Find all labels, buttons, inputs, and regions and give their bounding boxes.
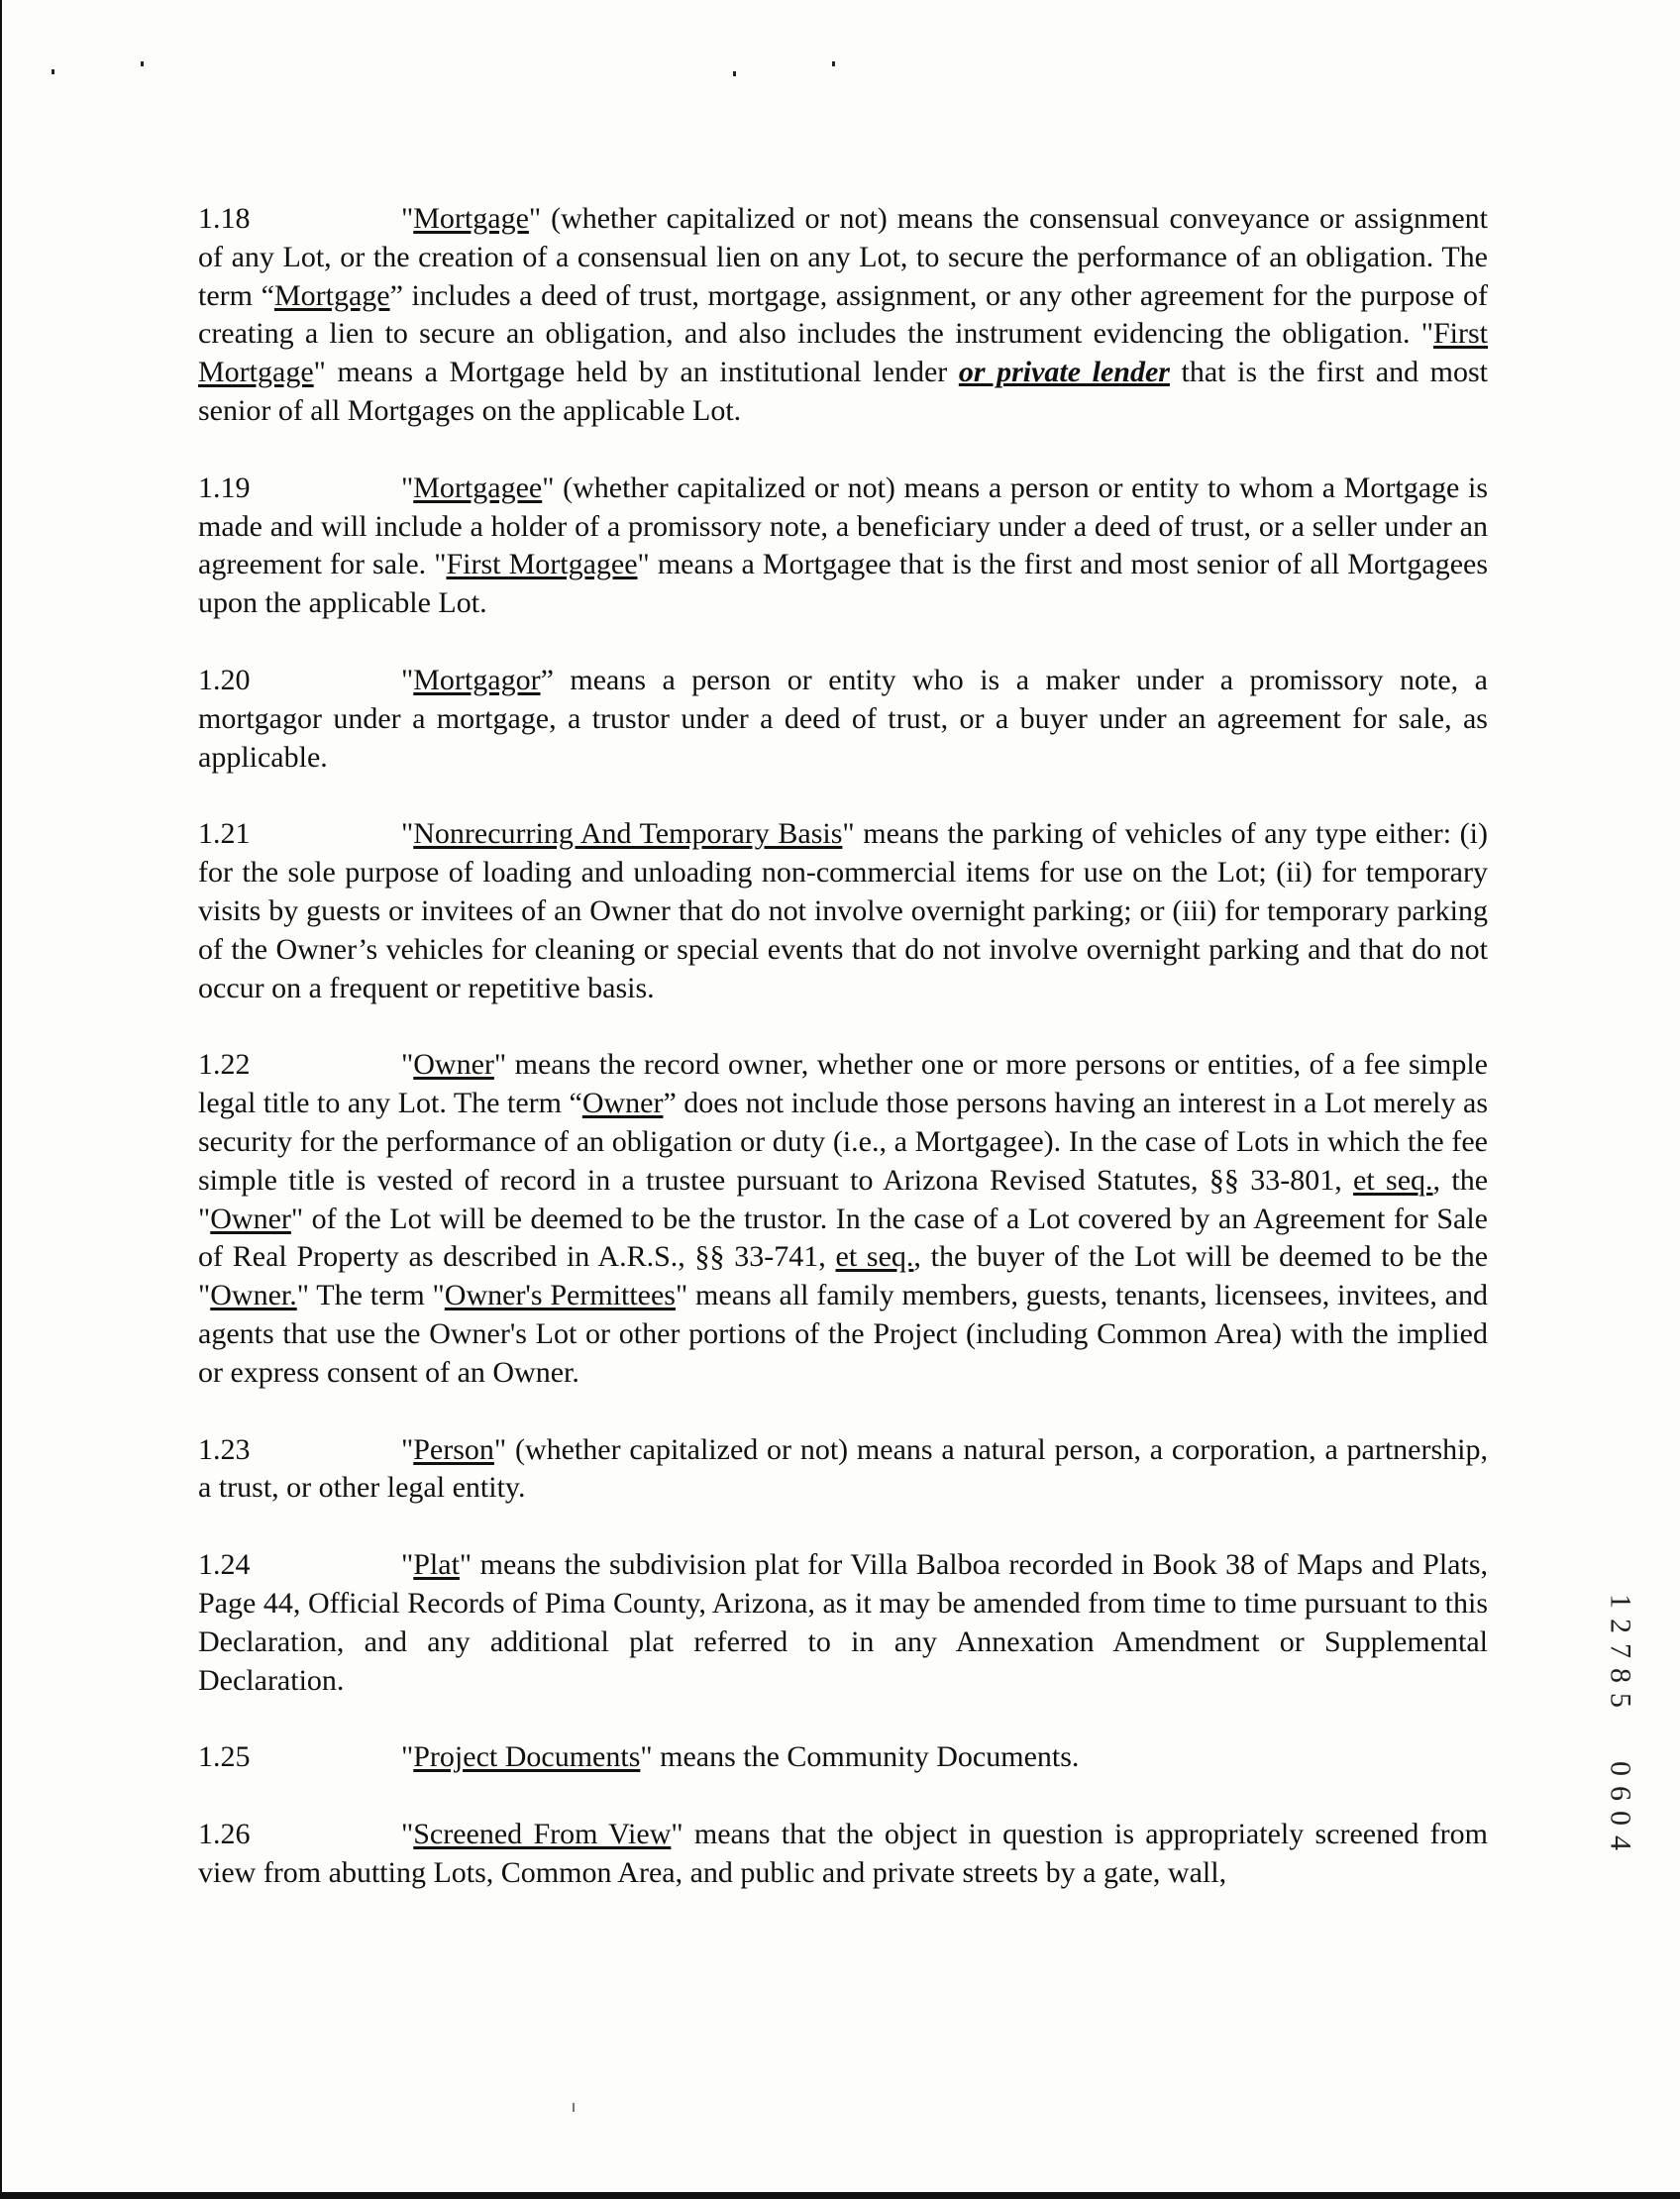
section-number: 1.20 bbox=[198, 663, 251, 696]
definition-text: " means all family members, guests, tenants, licensees, invitees, and agents that use the Owner's Lot or other portions of the Project (including Common Area) with the implied or express consent of an Owner. bbox=[198, 1279, 1488, 1389]
definition-text: " bbox=[401, 202, 414, 235]
defined-term: First Mortgage bbox=[198, 317, 1488, 389]
defined-term: Owner bbox=[581, 1087, 664, 1120]
defined-term: Plat bbox=[413, 1548, 460, 1582]
definition-text: ” includes a deed of trust, mortgage, assignment, or any other agreement for the purpose of creating a lien to secure an obligation, and also includes the instrument evidencing the obligation. " bbox=[198, 278, 1488, 351]
section-number: 1.18 bbox=[198, 202, 251, 235]
definition-text: " means that the object in question is appropriately screened from view from abutting Lots, Common Area, and public and private streets by a gate, wall, bbox=[198, 1818, 1488, 1889]
definition-text: " bbox=[401, 1048, 414, 1082]
margin-record-number bbox=[1605, 1589, 1640, 1855]
scan-speck bbox=[832, 61, 835, 66]
emphasized-text: or private lender bbox=[958, 356, 1170, 389]
definition-text: " means the parking of vehicles of any type either: (i) for the sole purpose of loading and unloading non-commercial items for use on the Lot; (ii) for temporary visits by guests or invitees of an Owner that do not involve overnight parking; or (iii) for temporary parking of the Owner’s vehicles for cleaning or special events that do not involve overnight parking and that do not occur on a frequent or repetitive basis. bbox=[198, 817, 1488, 1004]
definition-section bbox=[198, 662, 1488, 777]
page-number-glyphs: 0 6 0 4 bbox=[1604, 1761, 1637, 1850]
scan-speck bbox=[52, 69, 54, 74]
definition-text: " bbox=[401, 471, 414, 504]
definition-text: " of the Lot will be deemed to be the trustor. In the case of a Lot covered by an Agreement for Sale of Real Property as described in A.R.S., §§ 33-741, bbox=[198, 1202, 1488, 1274]
scan-speck bbox=[573, 2103, 575, 2112]
scan-left-edge bbox=[0, 0, 2, 2199]
defined-term: Screened From View bbox=[413, 1818, 672, 1851]
definition-text: " bbox=[401, 1818, 414, 1851]
definition-section bbox=[198, 1546, 1488, 1700]
section-number: 1.25 bbox=[198, 1740, 251, 1774]
definition-text: " means a Mortgage held by an institutional lender bbox=[313, 356, 959, 389]
section-number: 1.21 bbox=[198, 817, 251, 851]
defined-term: First Mortgagee bbox=[446, 548, 638, 581]
defined-term: et seq. bbox=[835, 1240, 914, 1274]
defined-term: Mortgagor bbox=[413, 663, 541, 696]
defined-term: Nonrecurring And Temporary Basis bbox=[413, 817, 843, 851]
section-number: 1.23 bbox=[198, 1432, 251, 1466]
definition-section bbox=[198, 470, 1488, 623]
definition-text: " means a Mortgagee that is the first and most senior of all Mortgagees upon the applicable Lot. bbox=[198, 548, 1488, 620]
definition-text: ” means a person or entity who is a maker under a promissory note, a mortgagor under a mortgage, a trustor under a deed of trust, or a buyer under an agreement for sale, as applicable. bbox=[198, 663, 1488, 774]
section-number: 1.26 bbox=[198, 1818, 251, 1851]
defined-term: Owner's Permittees bbox=[444, 1279, 676, 1312]
defined-term: Owner bbox=[413, 1048, 494, 1082]
section-number: 1.22 bbox=[198, 1048, 251, 1082]
definitions-body bbox=[198, 200, 1488, 1932]
definition-text: , the " bbox=[198, 1163, 1489, 1235]
definition-text: ” does not include those persons having an interest in a Lot merely as security for the performance of an obligation or duty (i.e., a Mortgagee). In the case of Lots in which the fee simple title is vested of record in a trustee pursuant to Arizona Revised Statutes, §§ 33-801, bbox=[198, 1087, 1489, 1197]
definition-text: " bbox=[401, 663, 414, 696]
definition-text: " bbox=[401, 1740, 414, 1774]
defined-term: Mortgage bbox=[273, 278, 390, 312]
definition-text: " means the record owner, whether one or more persons or entities, of a fee simple legal title to any Lot. The term “ bbox=[198, 1048, 1488, 1120]
definition-section bbox=[198, 200, 1488, 431]
definition-section bbox=[198, 815, 1488, 1007]
defined-term: Person bbox=[413, 1432, 494, 1466]
definition-text: " bbox=[401, 817, 414, 851]
definition-section bbox=[198, 1046, 1488, 1392]
docket-number-glyphs: 1 2 7 8 5 bbox=[1604, 1594, 1637, 1708]
scan-bottom-edge bbox=[0, 2192, 1680, 2199]
definition-text: " (whether capitalized or not) means a natural person, a corporation, a partnership, a trust, or other legal entity. bbox=[198, 1432, 1488, 1505]
scan-speck bbox=[733, 71, 736, 76]
defined-term: Mortgagee bbox=[413, 471, 543, 504]
definition-text: " means the Community Documents. bbox=[640, 1740, 1080, 1774]
definition-text: " bbox=[401, 1548, 414, 1582]
definition-text: " The term " bbox=[296, 1279, 445, 1312]
scan-speck bbox=[141, 61, 144, 66]
defined-term: Mortgage bbox=[413, 202, 529, 235]
record-number-gap bbox=[1601, 1717, 1644, 1752]
definition-text: that is the first and most senior of all Mortgages on the applicable Lot. bbox=[198, 356, 1489, 427]
definition-text: " bbox=[401, 1432, 414, 1466]
defined-term: et seq. bbox=[1353, 1163, 1433, 1197]
definition-section bbox=[198, 1738, 1488, 1777]
section-number: 1.24 bbox=[198, 1548, 251, 1582]
definition-text: " (whether capitalized or not) means the consensual conveyance or assignment of any Lot, or the creation of a consensual lien on any Lot, to secure the performance of an obligation. The term “ bbox=[198, 202, 1488, 312]
section-number: 1.19 bbox=[198, 471, 251, 504]
defined-term: Project Documents bbox=[413, 1740, 641, 1774]
definition-text: " (whether capitalized or not) means a person or entity to whom a Mortgage is made and will include a holder of a promissory note, a beneficiary under a deed of trust, or a seller under an agreement for sale. " bbox=[198, 471, 1488, 581]
definition-section bbox=[198, 1431, 1488, 1509]
defined-term: Owner bbox=[210, 1202, 291, 1235]
definition-text: , the buyer of the Lot will be deemed to be the " bbox=[198, 1240, 1489, 1312]
definition-section bbox=[198, 1816, 1488, 1893]
defined-term: Owner. bbox=[210, 1279, 297, 1312]
definition-text: " means the subdivision plat for Villa Balboa recorded in Book 38 of Maps and Plats, Page 44, Official Records of Pima County, Arizona, as it may be amended from time to time pursuant to this Declaration, and any additional plat referred to in any Annexation Amendment or Supplemental Declaration. bbox=[198, 1548, 1488, 1697]
